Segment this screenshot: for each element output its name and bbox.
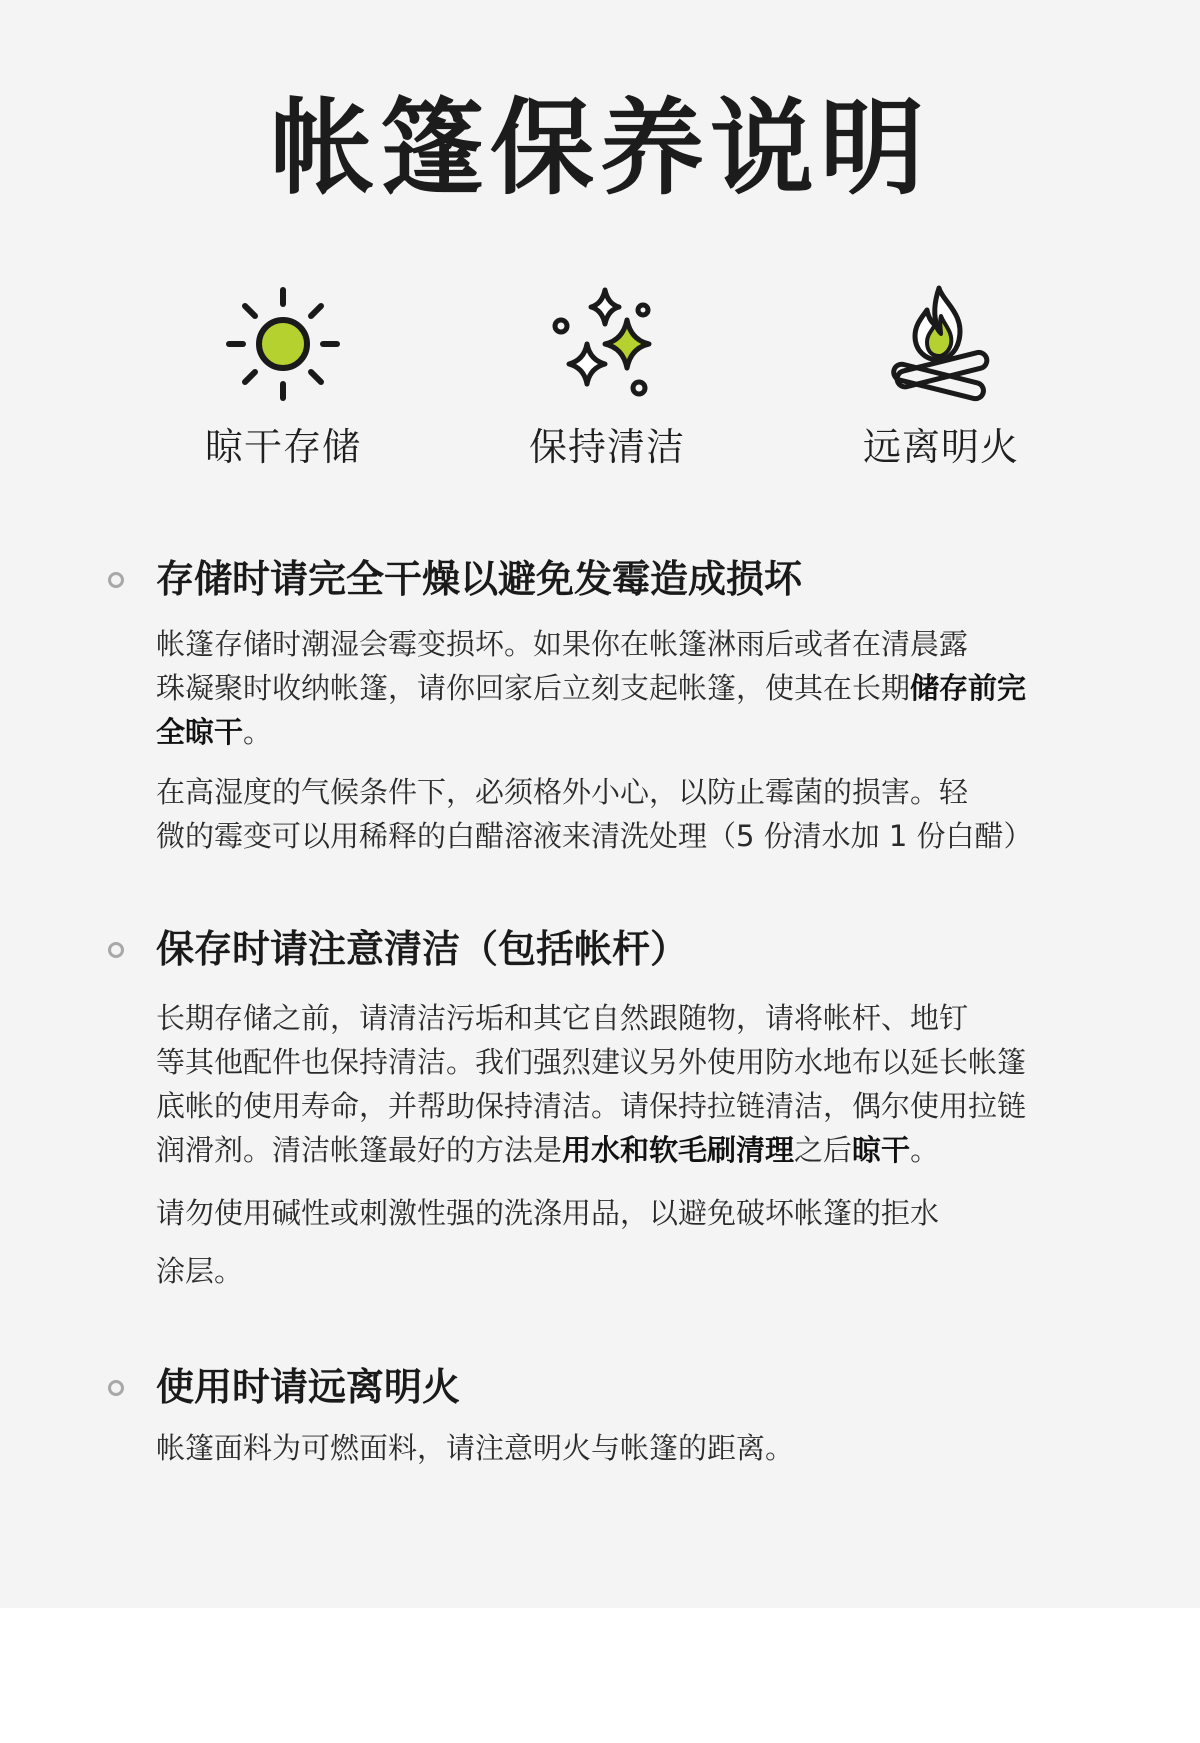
text-line: 底帐的使用寿命，并帮助保持清洁。请保持拉链清洁，偶尔使用拉链 <box>156 1089 1027 1123</box>
text-line: 。 <box>910 1133 940 1167</box>
feature-label: 晾干存储 <box>204 425 361 469</box>
campfire-icon <box>881 284 1001 404</box>
feature-away-from-fire <box>821 284 1061 470</box>
text-line: 长期存储之前，请清洁污垢和其它自然跟随物，请将帐杆、地钉 <box>156 1001 969 1035</box>
section-paragraph <box>156 770 1096 858</box>
text-line: 之后 <box>794 1133 853 1167</box>
text-line: 微的霉变可以用稀释的白醋溶液来清洗处理（5 份清水加 1 份白醋） <box>156 819 1033 853</box>
feature-label: 远离明火 <box>862 425 1019 469</box>
text-line: 。 <box>243 715 273 749</box>
bullet-circle <box>108 1380 124 1396</box>
section-title: 使用时请远离明火 <box>156 1365 461 1409</box>
sun-icon <box>223 284 343 404</box>
bold-text: 晾干 <box>852 1133 911 1167</box>
section-paragraph <box>156 996 1096 1172</box>
bold-text: 储存前完 <box>910 671 1027 705</box>
text-line: 帐篷存储时潮湿会霉变损坏。如果你在帐篷淋雨后或者在清晨露 <box>156 627 969 661</box>
sparkle-icon <box>547 284 667 404</box>
text-line: 珠凝聚时收纳帐篷，请你回家后立刻支起帐篷，使其在长期 <box>156 671 911 705</box>
section-paragraph <box>156 622 1096 754</box>
text-line: 等其他配件也保持清洁。我们强烈建议另外使用防水地布以延长帐篷 <box>156 1045 1027 1079</box>
bullet-circle <box>108 942 124 958</box>
section-paragraph <box>156 1426 1096 1470</box>
bold-text: 全晾干 <box>156 715 244 749</box>
feature-keep-clean <box>487 284 727 470</box>
text-line: 在高湿度的气候条件下，必须格外小心，以防止霉菌的损害。轻 <box>156 775 969 809</box>
text-line: 帐篷面料为可燃面料，请注意明火与帐篷的距离。 <box>156 1431 795 1465</box>
feature-dry-storage <box>163 284 403 470</box>
text-line: 请勿使用碱性或刺激性强的洗涤用品，以避免破坏帐篷的拒水 <box>156 1196 940 1230</box>
page-title: 帐篷保养说明 <box>269 87 930 209</box>
text-line: 润滑剂。清洁帐篷最好的方法是 <box>156 1133 563 1167</box>
section-paragraph <box>156 1184 1096 1300</box>
section-title: 存储时请完全干燥以避免发霉造成损坏 <box>156 557 803 601</box>
text-line: 涂层。 <box>156 1254 244 1288</box>
bullet-circle <box>108 572 124 588</box>
feature-label: 保持清洁 <box>528 425 685 469</box>
bold-text: 用水和软毛刷清理 <box>562 1133 795 1167</box>
section-title: 保存时请注意清洁（包括帐杆） <box>156 927 689 971</box>
